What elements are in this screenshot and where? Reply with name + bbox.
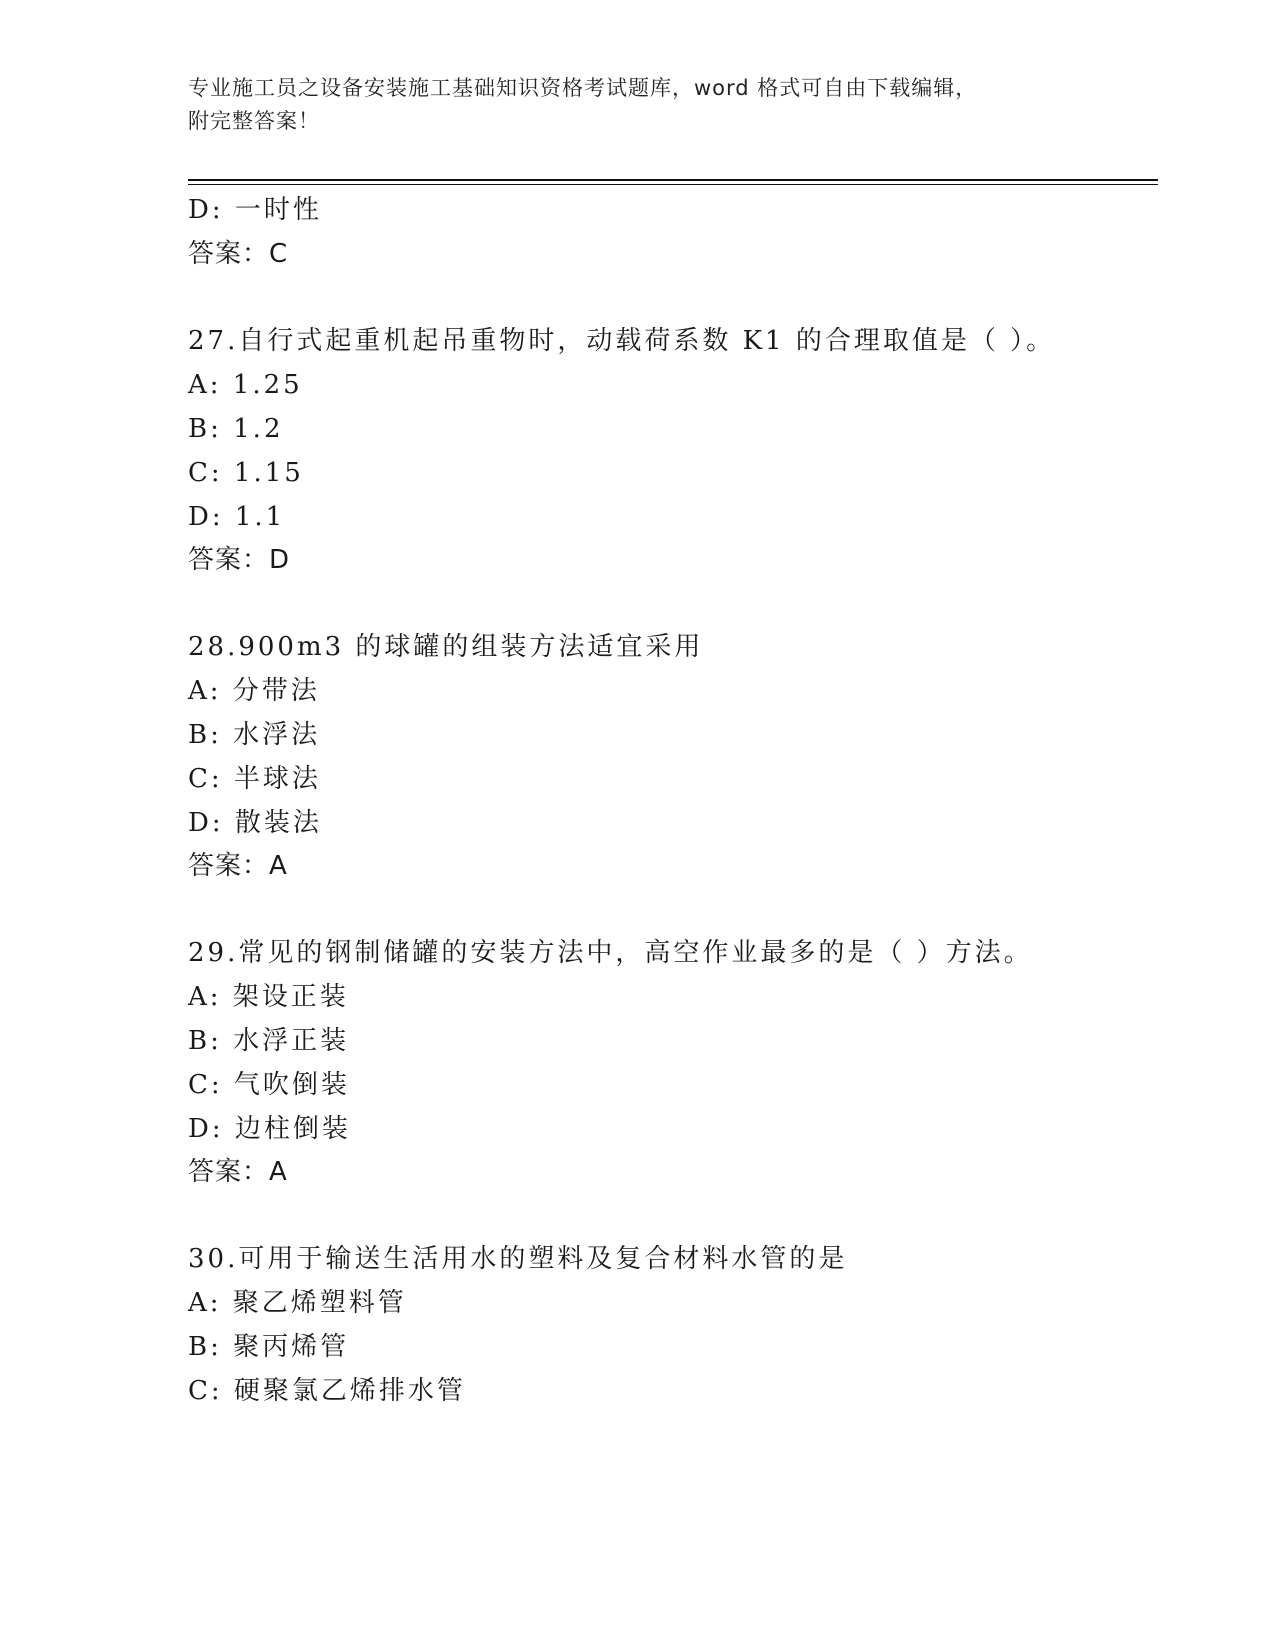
option-c: C: 硬聚氯乙烯排水管 [188,1376,466,1406]
option-a: A: 分带法 [188,676,320,706]
answer: 答案：A [188,1157,288,1187]
option-c: C: 1.15 [188,458,304,488]
question-stem: 29.常见的钢制储罐的安装方法中，高空作业最多的是（ ）方法。 [188,938,1033,968]
document-header [188,72,1088,138]
option-d: D: 一时性 [188,195,322,225]
header-divider-thin [188,184,1158,185]
header-line-2: 附完整答案！ [188,109,320,133]
option-c: C: 半球法 [188,764,321,794]
option-b: B: 1.2 [188,414,284,444]
header-divider-thick [188,179,1158,181]
option-d: D: 散装法 [188,808,322,838]
answer: 答案：D [188,545,291,575]
option-a: A: 架设正装 [188,982,349,1012]
option-b: B: 聚丙烯管 [188,1332,350,1362]
option-a: A: 1.25 [188,370,303,400]
header-line-1: 专业施工员之设备安装施工基础知识资格考试题库，word 格式可自由下载编辑， [188,76,978,100]
question-stem: 28.900m3 的球罐的组装方法适宜采用 [188,632,704,662]
answer: 答案：C [188,239,289,269]
question-stem: 30.可用于输送生活用水的塑料及复合材料水管的是 [188,1244,848,1274]
option-a: A: 聚乙烯塑料管 [188,1288,407,1318]
option-d: D: 1.1 [188,502,286,532]
question-stem: 27.自行式起重机起吊重物时，动载荷系数 K1 的合理取值是（ ）。 [188,326,1056,356]
answer: 答案：A [188,851,288,881]
option-b: B: 水浮正装 [188,1026,350,1056]
option-b: B: 水浮法 [188,720,321,750]
option-d: D: 边柱倒装 [188,1114,351,1144]
option-c: C: 气吹倒装 [188,1070,350,1100]
